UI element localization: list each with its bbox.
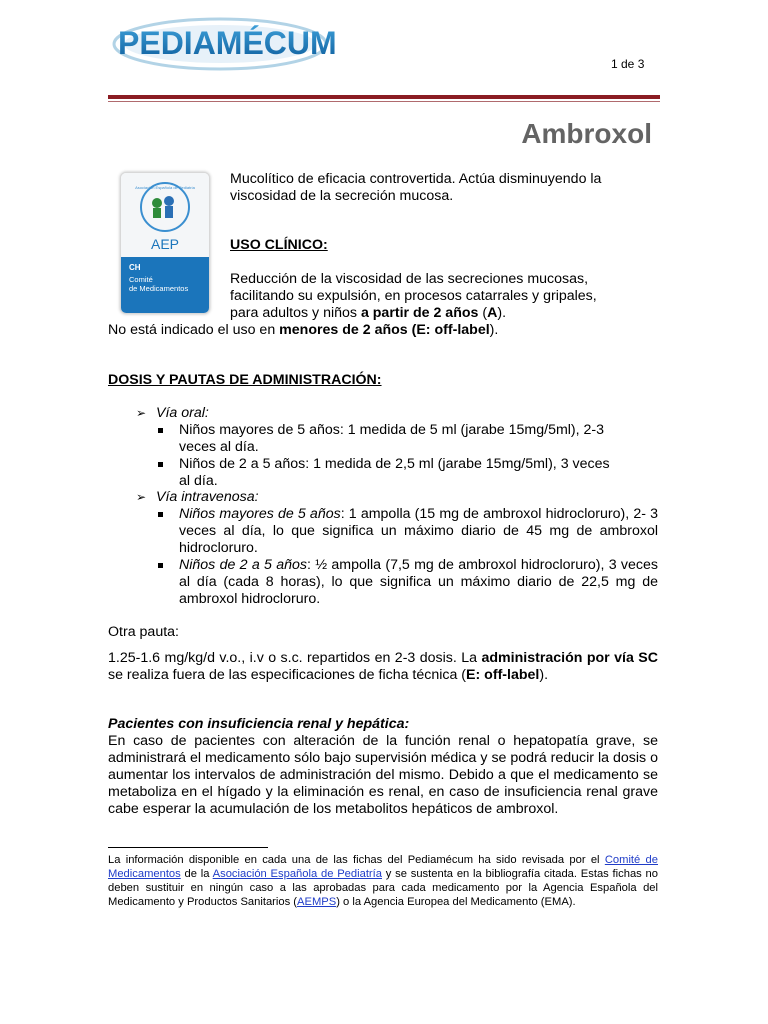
oral-item1-line2: veces al día. [179, 439, 259, 455]
square-bullet-icon [158, 428, 163, 433]
oral-label: Vía oral: [156, 405, 209, 421]
badge-line1: Comité [129, 275, 153, 284]
badge-ch: CH [129, 263, 141, 272]
dosis-heading: DOSIS Y PAUTAS DE ADMINISTRACIÓN: [108, 372, 382, 388]
square-bullet-icon [158, 462, 163, 467]
arrow-bullet-icon: ➢ [136, 490, 147, 504]
uso-line2: facilitando su expulsión, en procesos catarrales y gripales, [230, 288, 597, 304]
footnote-divider [108, 847, 268, 848]
otra-pauta-text: 1.25-1.6 mg/kg/d v.o., i.v o s.c. repartidos en 2-3 dosis. La administración por vía SC se realiza fuera de las especificaciones de ficha técnica (E: off-label). [108, 650, 658, 683]
page-number: 1 de 3 [611, 57, 645, 71]
header-divider [108, 95, 660, 99]
iv-item1: Niños mayores de 5 años: 1 ampolla (15 mg de ambroxol hidrocloruro), 2- 3 veces al día, lo que significa un máximo diario de 45 mg de ambroxol hidrocloruro. [179, 506, 658, 556]
oral-item2-line2: al día. [179, 473, 218, 489]
page-title: Ambroxol [521, 118, 652, 149]
aep-link[interactable]: Asociación Española de Pediatría [212, 868, 382, 880]
aep-emblem-icon [121, 173, 209, 257]
header-divider-thin [108, 101, 660, 102]
intro-line1: Mucolítico de eficacia controvertida. Actúa disminuyendo la [230, 171, 602, 187]
uso-line4: No está indicado el uso en menores de 2 años (E: off-label). [108, 322, 499, 338]
renal-text: En caso de pacientes con alteración de la función renal o hepatopatía grave, se administrará el medicamento sólo bajo supervisión médica y se podrá reducir la dosis o aumentar los intervalos de administración del mismo. Debido a que el medicamento se metaboliza en el hígado y la eliminación es renal, en caso de insuficiencia renal grave cabe esperar la acumulación de los metabolitos hepáticos de ambroxol. [108, 733, 658, 817]
aep-badge [120, 172, 210, 314]
uso-line1: Reducción de la viscosidad de las secreciones mucosas, [230, 271, 589, 287]
footnote: La información disponible en cada una de las fichas del Pediamécum ha sido revisada por el Comité de Medicamentos de la Asociación Española de Pediatría y se sustenta en la bibliografía citada. Estas fichas no deben sustituir en ningún caso a las aprobadas para cada medicamento por la Agencia Española del Medicamento y Productos Sanitarios (AEMPS) o la Agencia Europea del Medicamento (EMA). [108, 854, 658, 908]
intro-line2: viscosidad de la secreción mucosa. [230, 188, 454, 204]
svg-text:AEP: AEP [150, 236, 180, 252]
badge-line2: de Medicamentos [129, 284, 189, 293]
oral-item1-line1: Niños mayores de 5 años: 1 medida de 5 ml (jarabe 15mg/5ml), 2-3 [179, 422, 605, 438]
aemps-link[interactable]: AEMPS [297, 896, 337, 908]
iv-label: Vía intravenosa: [156, 489, 259, 505]
oral-item2-line1: Niños de 2 a 5 años: 1 medida de 2,5 ml (jarabe 15mg/5ml), 3 veces [179, 456, 610, 472]
arrow-bullet-icon: ➢ [136, 406, 147, 420]
iv-item2: Niños de 2 a 5 años: ½ ampolla (7,5 mg de ambroxol hidrocloruro), 3 veces al día (cada 8 horas), lo que significa un máximo diario de 22,5 mg de ambroxol hidrocloruro. [179, 557, 658, 607]
uso-line3: para adultos y niños a partir de 2 años (A). [230, 305, 507, 321]
pediamecum-logo [108, 10, 358, 74]
uso-clinico-heading: USO CLÍNICO: [230, 237, 328, 253]
square-bullet-icon [158, 512, 163, 517]
logo-text: PEDIAMÉCUM [118, 25, 337, 61]
svg-text:Asociación Española de Pediatr: Asociación Española de Pediatría [135, 185, 195, 190]
comite-link[interactable]: Comité de Medicamentos [108, 854, 658, 880]
otra-pauta-label: Otra pauta: [108, 624, 179, 640]
badge-emblem-area [121, 173, 209, 257]
square-bullet-icon [158, 563, 163, 568]
renal-heading: Pacientes con insuficiencia renal y hepática: [108, 716, 410, 732]
